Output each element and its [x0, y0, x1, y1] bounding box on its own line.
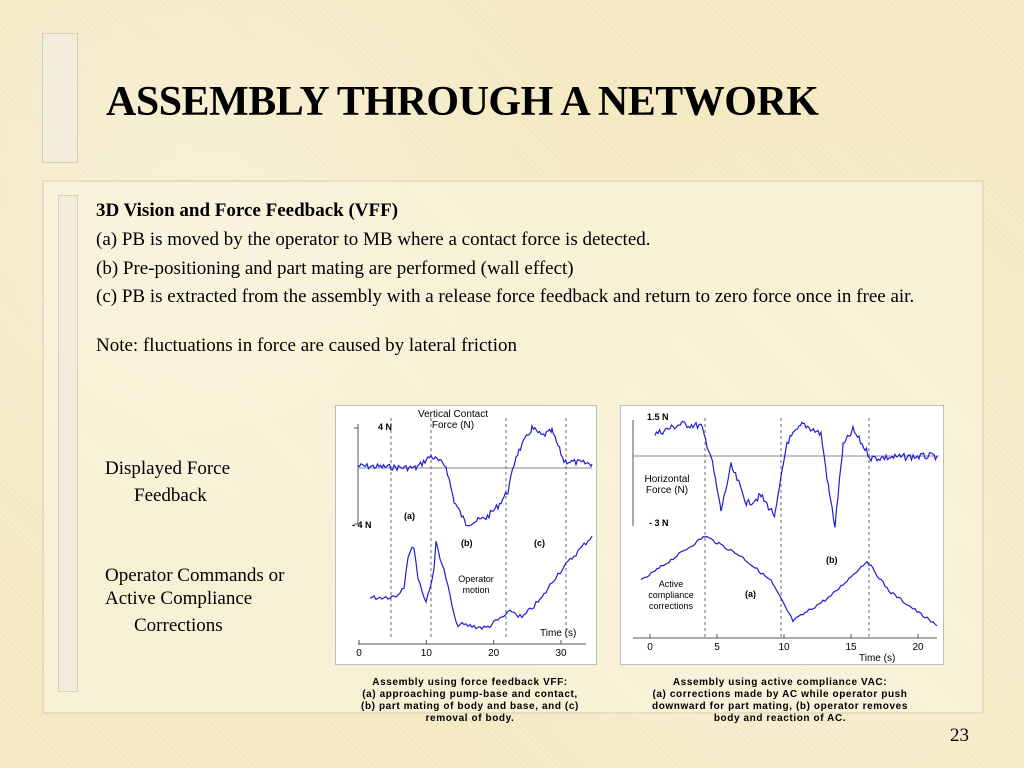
vac-plot — [620, 405, 944, 665]
vff-force-trace — [358, 426, 592, 526]
slide-title: ASSEMBLY THROUGH A NETWORK — [106, 79, 819, 125]
vac-ymin-label: - 3 N — [649, 518, 669, 528]
body-text — [96, 200, 956, 364]
x-tick-label: 5 — [714, 642, 720, 653]
vff-plot-svg — [336, 406, 596, 664]
vff-caption — [335, 677, 605, 725]
vac-x-ticks — [647, 634, 924, 653]
vac-caption-line2: (a) corrections made by AC while operator push — [652, 689, 908, 700]
cmd-label-line1: Operator Commands or — [105, 565, 285, 586]
x-tick-label: 0 — [356, 648, 362, 659]
force-label-line2: Feedback — [134, 485, 207, 506]
operator-commands-label — [105, 564, 284, 637]
cmd-label-line3: Corrections — [134, 615, 223, 636]
vac-ac-label-2: compliance — [648, 590, 694, 600]
x-tick-label: 0 — [647, 642, 653, 653]
title-accent-bar — [42, 33, 78, 163]
x-tick-label: 10 — [420, 648, 432, 659]
vac-comp-trace — [641, 537, 937, 626]
force-feedback-label — [105, 455, 230, 509]
vac-caption-line3: downward for part mating, (b) operator removes — [652, 701, 908, 712]
vff-mark-a: (a) — [404, 511, 415, 521]
vac-force-trace — [655, 421, 937, 527]
vff-caption-line1: Assembly using force feedback VFF: — [372, 677, 568, 688]
vac-axis-label-1: Horizontal — [644, 474, 690, 485]
x-tick-label: 30 — [555, 648, 567, 659]
body-heading: 3D Vision and Force Feedback (VFF) — [96, 200, 399, 221]
vff-ymax-label: 4 N — [378, 422, 393, 432]
body-line-a: (a) PB is moved by the operator to MB where a contact force is detected. — [96, 228, 651, 250]
vff-mark-c: (c) — [534, 538, 545, 548]
vff-time-label: Time (s) — [540, 628, 577, 639]
vac-time-label: Time (s) — [859, 653, 896, 664]
vac-caption-line4: body and reaction of AC. — [713, 713, 847, 724]
x-tick-label: 20 — [488, 648, 500, 659]
x-tick-label: 20 — [912, 642, 924, 653]
vac-caption — [615, 677, 945, 725]
vff-mark-b: (b) — [461, 538, 473, 548]
vac-ac-label-3: corrections — [648, 601, 694, 611]
vac-mark-b: (b) — [826, 555, 838, 565]
vff-motion-label-1: Operator — [458, 574, 494, 584]
body-line-c: (c) PB is extracted from the assembly with a release force feedback and return to zero force once in free air. — [96, 286, 915, 308]
vac-ymax-label: 1.5 N — [647, 412, 669, 422]
force-label-line1: Displayed Force — [105, 458, 231, 479]
x-tick-label: 10 — [778, 642, 790, 653]
vff-top-label-1: Vertical Contact — [417, 409, 489, 420]
vff-caption-line2: (a) approaching pump-base and contact, — [362, 689, 578, 700]
vac-axis-label-2: Force (N) — [645, 485, 689, 496]
vff-ymin-label: - 4 N — [352, 520, 372, 530]
vac-plot-svg — [621, 406, 943, 664]
vff-caption-line4: removal of body. — [425, 713, 515, 724]
vff-motion-label-2: motion — [462, 585, 490, 595]
body-note: Note: fluctuations in force are caused by lateral friction — [96, 335, 517, 357]
body-line-b: (b) Pre-positioning and part mating are performed (wall effect) — [96, 257, 574, 279]
vff-x-ticks — [356, 640, 567, 659]
x-tick-label: 15 — [845, 642, 857, 653]
vac-mark-a: (a) — [745, 589, 756, 599]
vac-caption-line1: Assembly using active compliance VAC: — [672, 677, 888, 688]
page-number: 23 — [950, 725, 969, 746]
vff-plot — [335, 405, 597, 665]
cmd-label-line2: Active Compliance — [105, 588, 253, 609]
vff-top-label-2: Force (N) — [431, 420, 475, 431]
vac-ac-label-1: Active — [658, 579, 684, 589]
content-accent-bar — [58, 195, 78, 692]
vff-caption-line3: (b) part mating of body and base, and (c) — [361, 701, 579, 712]
